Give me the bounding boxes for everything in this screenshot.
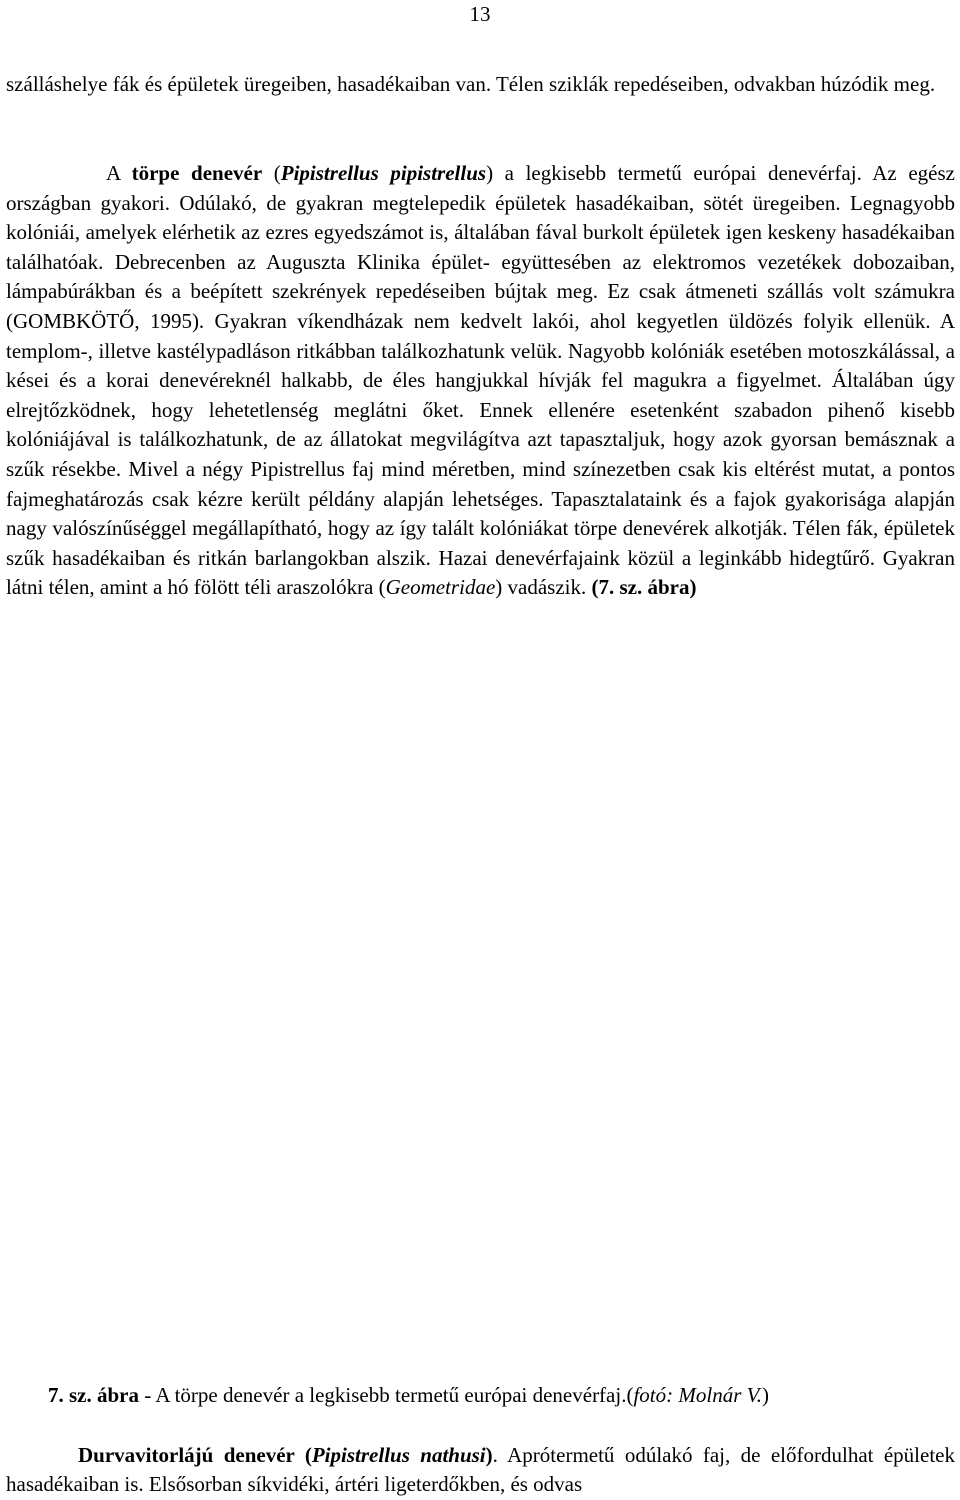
species-name-hu: törpe denevér bbox=[131, 161, 263, 185]
paragraph-continuation: szálláshelye fák és épületek üregeiben, hasadékaiban van. Télen sziklák repedéseiben, odvakban húzódik meg. bbox=[6, 72, 936, 96]
figure-caption bbox=[48, 1381, 948, 1409]
species-name-hu: Durvavitorlájú denevér bbox=[78, 1443, 295, 1467]
caption-label: 7. sz. ábra bbox=[48, 1383, 139, 1407]
figure-reference: (7. sz. ábra) bbox=[591, 575, 697, 600]
paren-open: ( bbox=[262, 161, 281, 185]
paren-open: ( bbox=[294, 1443, 312, 1467]
caption-credit: fotó: Molnár V. bbox=[633, 1383, 763, 1407]
caption-close: ) bbox=[762, 1383, 770, 1407]
species-name-latin: Pipistrellus nathusi bbox=[311, 1443, 486, 1467]
paragraph-body-end: ) vadászik. bbox=[495, 575, 592, 600]
paragraph-body: a legkisebb termetű európai denevérfaj. Az egész országban gyakori. Odúlakó, de gyakran megtelepedik épületek hasadékaiban, sötét üregeiben. Legnagyobb kolóniái, amelyek elérhetik az ezres egyedszámot is, általában fával burkolt épületek igen keskeny hasadékaiban találhatóak. Debrecenben az Auguszta Klinika épület- együttesében az elektromos vezetékek dobozaiban, lámpabúrákban és a beépített szekrények repedéseiben bújtak meg. Ez csak átmeneti szállás volt számukra (GOMBKÖTŐ, 1995). Gyakran víkendházak nem kedvelt lakói, ahol kegyetlen üldözés folyik ellenük. A templom-, illetve kastélypadláson ritkábban találkozhatunk velük. Nagyobb kolóniák esetében motoszkálással, a kései és a korai denevéreknél halkabb, de éles hangjukkal hívják fel magukra a figyelmet. Általában úgy elrejtőzködnek, hogy lehetetlenség meglátni őket. Ennek ellenére esetenként szabadon pihenő kisebb kolóniájával is találkozhatunk, de az állatokat megvilágítva azt tapasztaljuk, hogy azok gyorsan bemásznak a szűk résekbe. Mivel a négy Pipistrellus faj mind méretben, mind színezetben csak kis eltérést mutat, a pontos fajmeghatározás csak kézre került példány alapján lehetséges. Tapasztalataink és a fajok gyakorisága alapján nagy valószínűséggel megállapítható, hogy az így talált kolóniákat törpe denevérek alkotják. Télen fák, épületek szűk hasadékaiban és ritkán barlangokban alszik. Hazai denevérfajaink közül a leginkább hidegtűrő. Gyakran látni télen, amint a hó fölött téli araszolókra ( bbox=[6, 161, 955, 600]
paragraph-body: . Aprótermetű odúlakó faj, de előfordulhat épületek hasadékaiban is. Elsősorban síkvidéki, ártéri ligeterdőkben, és odvas bbox=[6, 1443, 955, 1496]
paren-close: ) bbox=[485, 1443, 493, 1467]
prey-latin-name: Geometridae bbox=[385, 575, 496, 600]
paragraph-durvavitorlaju-denever bbox=[6, 1441, 955, 1498]
species-name-latin: Pipistrellus pipistrellus bbox=[280, 161, 487, 185]
lead-text: A bbox=[106, 161, 132, 185]
paren-close: ) bbox=[486, 161, 494, 185]
caption-text: - A törpe denevér a legkisebb termetű európai denevérfaj.( bbox=[139, 1383, 634, 1407]
paragraph-torpe-denever bbox=[6, 159, 955, 603]
page-number: 13 bbox=[469, 2, 491, 26]
